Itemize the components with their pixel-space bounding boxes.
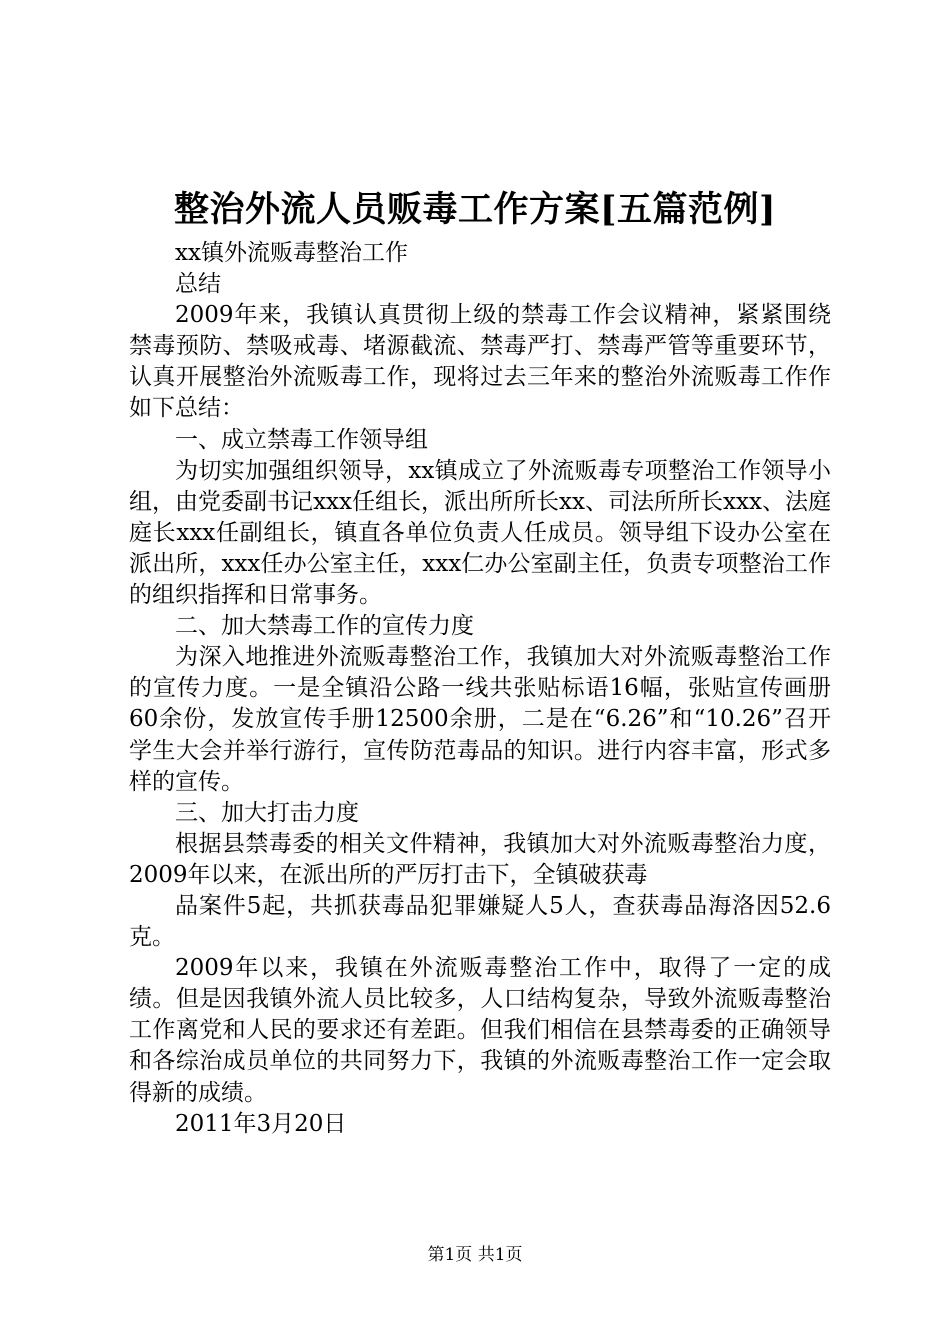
paragraph-conclusion: 2009年以来，我镇在外流贩毒整治工作中，取得了一定的成绩。但是因我镇外流人员比较多，人口结构复杂，导致外流贩毒整治工作离党和人民的要求还有差距。但我们相信在县禁毒委的正确领导和各综治成员单位的共同努力下，我镇的外流贩毒整治工作一定会取得新的成绩。: [129, 955, 831, 1106]
paragraph-subtitle-cont: 总结: [175, 271, 221, 298]
document-body: [129, 238, 831, 1140]
paragraph-section-1: 为切实加强组织领导，xx镇成立了外流贩毒专项整治工作领导小组，由党委副书记xxx任组长，派出所所长xx、司法所所长xxx、法庭庭长xxx任副组长，镇直各单位负责人任成员。领导组下设办公室在派出所，xxx任办公室主任，xxx仁办公室副主任，负责专项整治工作的组织指挥和日常事务。: [129, 457, 831, 609]
section-heading-3: 三、加大打击力度: [175, 799, 359, 826]
section-heading-1: 一、成立禁毒工作领导组: [175, 426, 428, 453]
paragraph-subtitle: xx镇外流贩毒整治工作: [175, 240, 408, 266]
paragraph-section-3-cont: 品案件5起，共抓获毒品犯罪嫌疑人5人，查获毒品海洛因52.6克。: [129, 892, 831, 951]
section-heading-2: 二、加大禁毒工作的宣传力度: [175, 613, 474, 640]
paragraph-section-2: 为深入地推进外流贩毒整治工作，我镇加大对外流贩毒整治工作的宣传力度。一是全镇沿公路一线共张贴标语16幅，张贴宣传画册60余份，发放宣传手册12500余册，二是在“6.26”和“10.26”召开学生大会并举行游行，宣传防范毒品的知识。进行内容丰富，形式多样的宣传。: [129, 644, 831, 795]
document-date: 2011年3月20日: [175, 1110, 347, 1137]
paragraph-section-3: 根据县禁毒委的相关文件精神，我镇加大对外流贩毒整治力度，2009年以来，在派出所的严厉打击下，全镇破获毒: [129, 830, 831, 888]
document-title: 整治外流人员贩毒工作方案[五篇范例]: [173, 189, 777, 230]
page-footer: 第1页 共1页: [427, 1245, 523, 1265]
paragraph-intro: 2009年来，我镇认真贯彻上级的禁毒工作会议精神，紧紧围绕禁毒预防、禁吸戒毒、堵源截流、禁毒严打、禁毒严管等重要环节，认真开展整治外流贩毒工作，现将过去三年来的整治外流贩毒工作作如下总结：: [129, 302, 831, 422]
